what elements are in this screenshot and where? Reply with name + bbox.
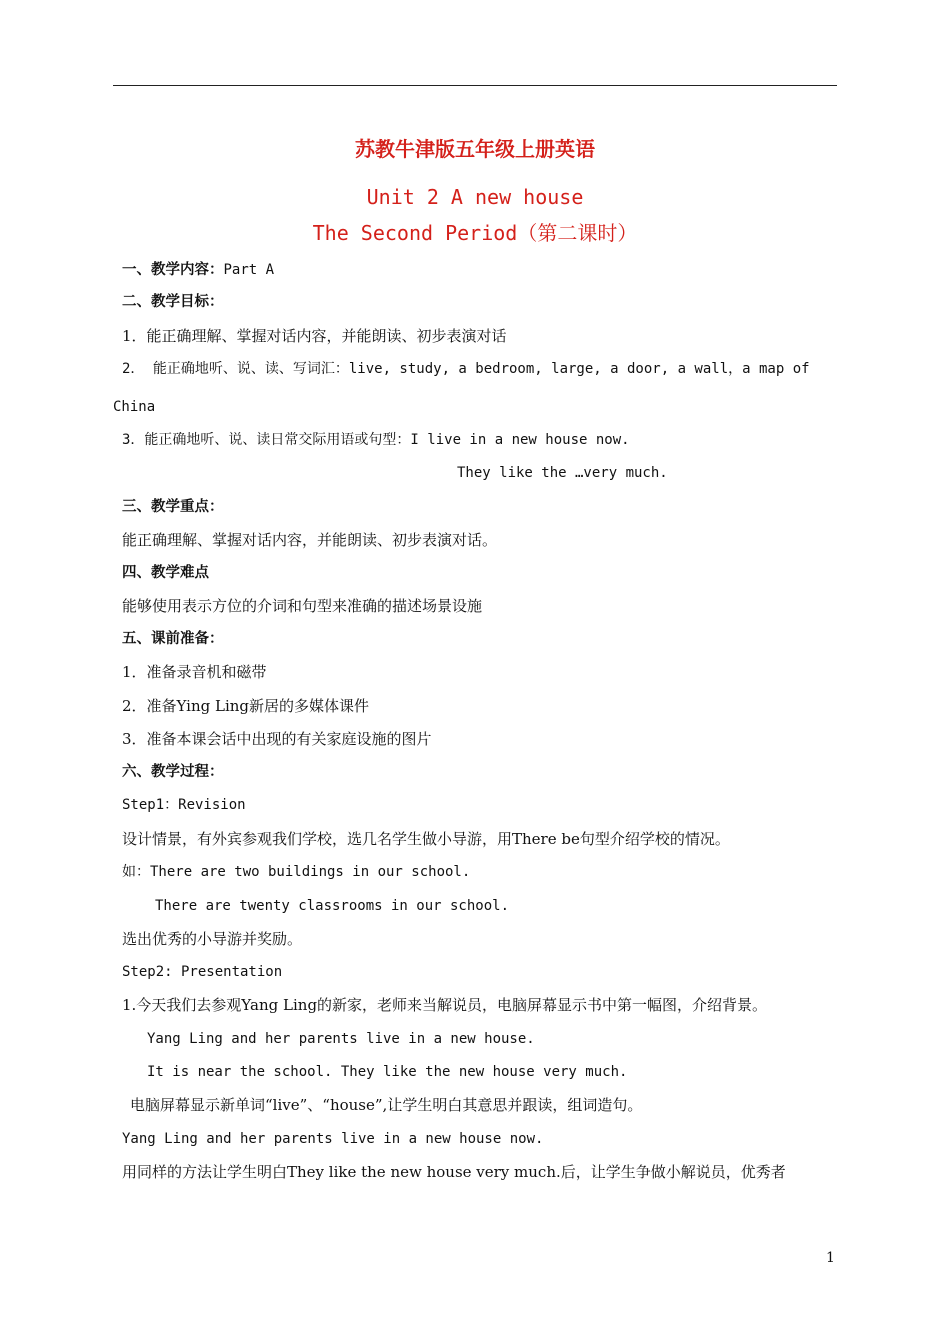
goal-item: 3．能正确地听、说、读日常交际用语或句型：I live in a new house now. — [122, 432, 630, 448]
paragraph: 电脑屏幕显示新单词“live”、“house”,让学生明白其意思并跟读，组词造句。 — [130, 1096, 643, 1114]
paragraph: 用同样的方法让学生明白They like the new house very much.后，让学生争做小解说员，优秀者 — [122, 1163, 786, 1181]
goal-item: 2． 能正确地听、说、读、写词汇：live, study, a bedroom, large, a door, a wall，a map of — [122, 361, 810, 377]
paragraph: 1.今天我们去参观Yang Ling的新家，老师来当解说员，电脑屏幕显示书中第一幅图，介绍背景。 — [122, 996, 768, 1014]
section-heading: 二、教学目标： — [122, 294, 224, 310]
paragraph: 能正确理解、掌握对话内容，并能朗读、初步表演对话。 — [122, 531, 498, 549]
section-heading: 一、教学内容： — [122, 262, 224, 278]
paragraph: 设计情景，有外宾参观我们学校，选几名学生做小导游，用There be句型介绍学校的情况。 — [122, 830, 730, 848]
header-rule — [113, 85, 837, 86]
goal-item-continuation: China — [113, 399, 156, 415]
page-number: 1 — [826, 1250, 835, 1266]
prep-item: 2．准备Ying Ling新居的多媒体课件 — [122, 697, 370, 715]
example-line: Yang Ling and her parents live in a new house now. — [122, 1131, 544, 1147]
step-heading: Step2: Presentation — [122, 964, 283, 980]
example-line: Yang Ling and her parents live in a new house. — [147, 1031, 535, 1047]
unit-title: Unit 2 A new house — [366, 185, 584, 209]
section-value: Part A — [223, 262, 275, 278]
example-line: It is near the school. They like the new house very much. — [147, 1064, 628, 1080]
example-line: There are twenty classrooms in our school. — [155, 898, 510, 914]
section-heading: 五、课前准备： — [122, 631, 224, 647]
prep-item: 3．准备本课会话中出现的有关家庭设施的图片 — [122, 730, 432, 748]
section-content — [122, 259, 274, 280]
section-heading: 三、教学重点： — [122, 499, 224, 515]
section-heading: 四、教学难点 — [122, 565, 209, 581]
step-heading: Step1：Revision — [122, 797, 246, 813]
document-title: 苏教牛津版五年级上册英语 — [355, 137, 595, 161]
goal-item: 1．能正确理解、掌握对话内容，并能朗读、初步表演对话 — [122, 327, 507, 345]
paragraph: 选出优秀的小导游并奖励。 — [122, 930, 303, 948]
example-line: 如：There are two buildings in our school. — [122, 864, 471, 880]
period-title: The Second Period（第二课时） — [312, 221, 638, 245]
section-heading: 六、教学过程： — [122, 764, 224, 780]
paragraph: 能够使用表示方位的介词和句型来准确的描述场景设施 — [122, 597, 483, 615]
prep-item: 1．准备录音机和磁带 — [122, 663, 267, 681]
goal-item-continuation: They like the …very much. — [457, 465, 668, 481]
